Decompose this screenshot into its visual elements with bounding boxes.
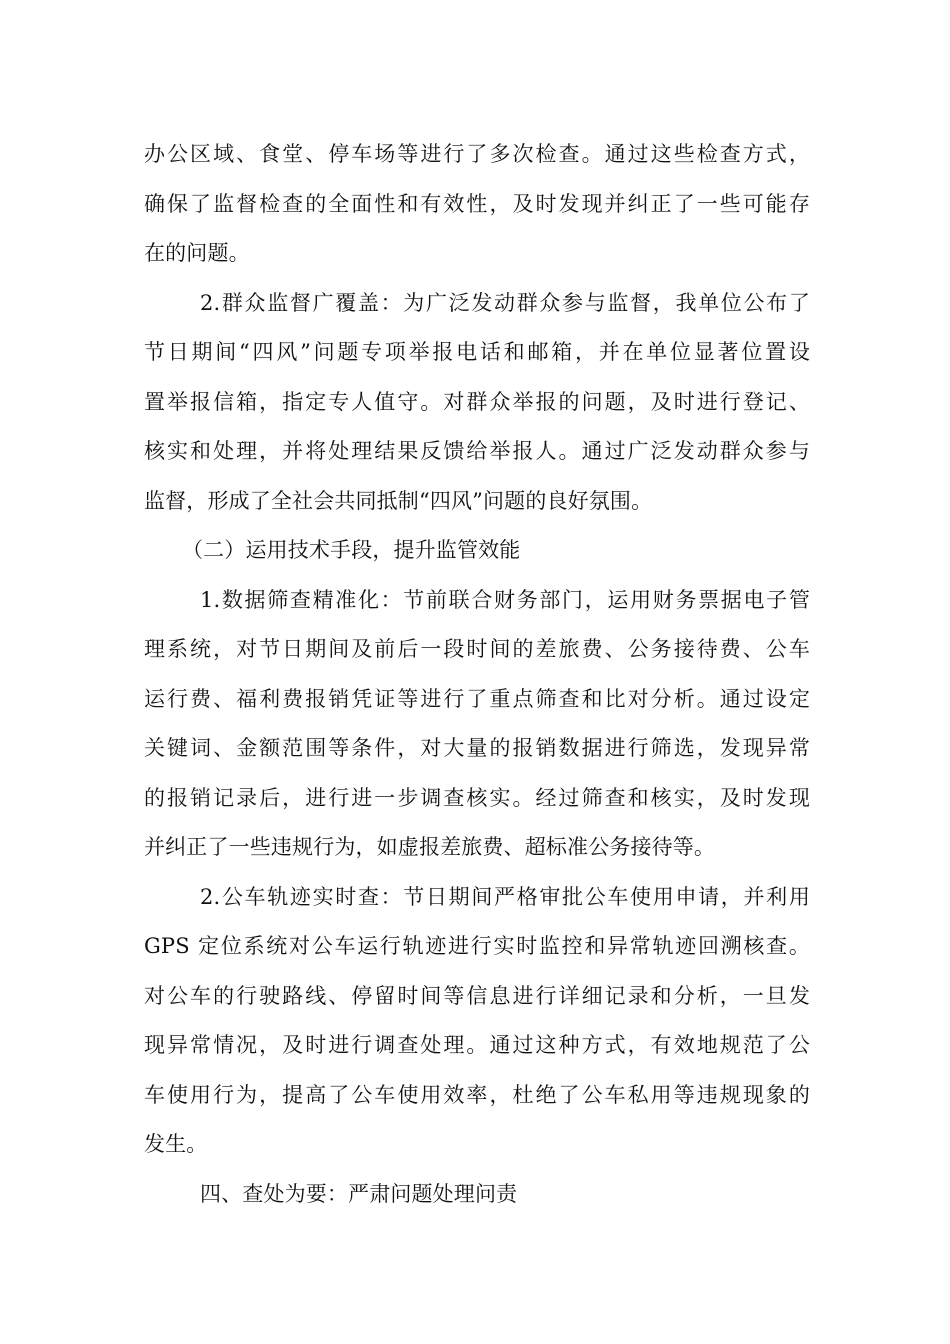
para-data-screening — [144, 576, 810, 873]
section-heading-text: 四、查处为要：严肃问题处理问责 — [200, 1181, 518, 1206]
text-line: 2.群众监督广覆盖：为广泛发动群众参与监督，我单位公布了 — [200, 290, 810, 315]
para-public-supervision — [144, 279, 810, 527]
text-line: 现异常情况，及时进行调查处理。通过这种方式，有效地规范了公 — [144, 1033, 810, 1057]
text-line: 1.数据筛查精准化：节前联合财务部门，运用财务票据电子管 — [200, 587, 810, 612]
text-line: 监督，形成了全社会共同抵制“四风”问题的良好氛围。 — [144, 488, 653, 513]
text-line: 对公车的行驶路线、停留时间等信息进行详细记录和分析，一旦发 — [144, 983, 810, 1008]
text-line: 的报销记录后，进行进一步调查核实。经过筛查和核实，及时发现 — [144, 785, 810, 810]
heading-section-four — [144, 1170, 810, 1220]
text-line: 关键词、金额范围等条件，对大量的报销数据进行筛选，发现异常 — [144, 736, 810, 760]
text-line: 2.公车轨迹实时查：节日期间严格审批公车使用申请，并利用 — [200, 884, 810, 909]
text-line: 并纠正了一些违规行为，如虚报差旅费、超标准公务接待等。 — [144, 835, 716, 859]
text-line: GPS 定位系统对公车运行轨迹进行实时监控和异常轨迹回溯核查。 — [144, 934, 810, 958]
para-inspection-continued — [144, 130, 810, 279]
text-line: 理系统，对节日期间及前后一段时间的差旅费、公务接待费、公车 — [144, 637, 810, 661]
document-body — [144, 130, 810, 1219]
subheading-text: （二）运用技术手段，提升监管效能 — [182, 538, 521, 562]
text-line: 发生。 — [144, 1132, 208, 1156]
para-vehicle-tracking — [144, 873, 810, 1170]
text-line: 办公区域、食堂、停车场等进行了多次检查。通过这些检查方式， — [144, 142, 810, 166]
text-line: 节日期间“四风”问题专项举报电话和邮箱，并在单位显著位置设 — [144, 340, 810, 364]
text-line: 置举报信箱，指定专人值守。对群众举报的问题，及时进行登记、 — [144, 389, 810, 414]
subheading-technical-means — [144, 526, 810, 576]
text-line: 运行费、福利费报销凭证等进行了重点筛查和比对分析。通过设定 — [144, 686, 810, 711]
text-line: 在的问题。 — [144, 241, 250, 265]
text-line: 确保了监督检查的全面性和有效性，及时发现并纠正了一些可能存 — [144, 191, 810, 216]
text-line: 车使用行为，提高了公车使用效率，杜绝了公车私用等违规现象的 — [144, 1082, 810, 1107]
text-line: 核实和处理，并将处理结果反馈给举报人。通过广泛发动群众参与 — [144, 439, 810, 463]
